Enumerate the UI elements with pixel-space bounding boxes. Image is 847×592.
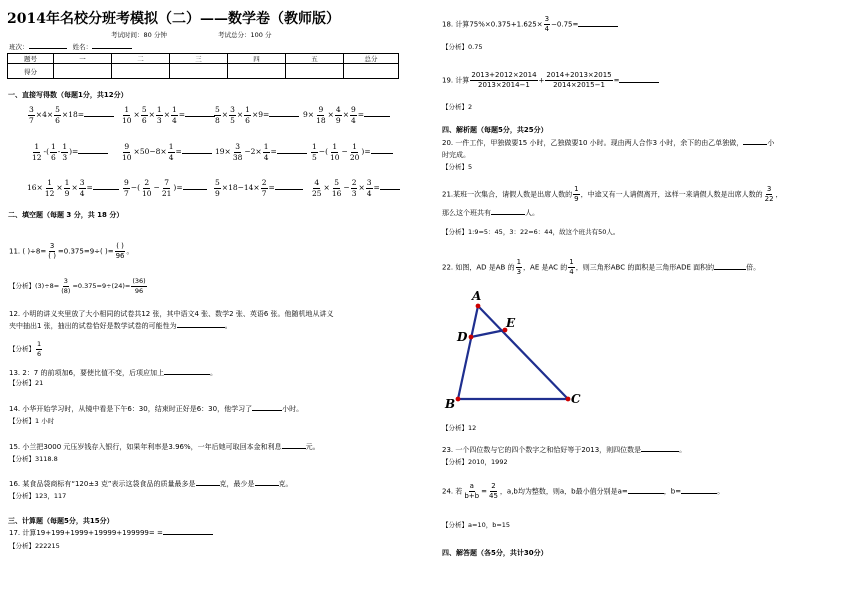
answer-18: 【分析】0.75 — [442, 43, 483, 51]
question-23: 23. 一个四位数与它的四个数字之和恰好等于2013，则四位数是 。 — [442, 446, 687, 454]
question-17: 17. 计算19+199+1999+19999+199999= = — [9, 528, 213, 538]
point-b — [456, 397, 461, 402]
answer-13: 【分析】21 — [9, 379, 44, 387]
question-21-line2: 那么这个班共有 人。 — [442, 209, 539, 217]
answer-22: 【分析】12 — [442, 424, 477, 432]
answer-15: 【分析】3118.8 — [9, 455, 58, 463]
question-19: 19. 计算 $\frac{2013+2012\times 2014}{2013\times 2014-1}$ + $\frac{2014+2013\times 2015}{2014\times 2015-1}$ = — [442, 72, 659, 89]
score-col-header: 四 — [228, 54, 286, 64]
score-col-header: 总分 — [344, 54, 399, 64]
mental-item: $\frac{3}{7}$ ×4× $\frac{5}{6}$ ×18= — [27, 106, 114, 124]
fraction: $\frac{1}{3}$ — [156, 105, 162, 125]
question-13: 13. 2：7 的前项加6，要使比值不变，后项应加上 。 — [9, 369, 217, 377]
page-title: 2014年名校分班考模拟（二）——数学卷（教师版） — [7, 11, 340, 27]
score-col-header: 一 — [54, 54, 112, 64]
fraction: $\frac{4}{9}$ — [335, 105, 341, 125]
answer-14: 【分析】1 小时 — [9, 417, 55, 425]
mental-item: $\frac{4}{25}$ × $\frac{5}{16}$ − $\frac{2}{3}$ × $\frac{3}{4}$ = — [310, 179, 400, 197]
score-row-label: 得分 — [8, 64, 54, 79]
fraction: $\frac{5}{8}$ — [215, 105, 220, 125]
question-22: 22. 如图，AD 是AB 的 $\frac{1}{3}$ ，AE 是AC 的 $\frac{1}{4}$ ，则三角形ABC 的面积是三角形ADE 面积的 倍。 — [442, 258, 761, 276]
fraction: $\frac{5}{6}$ — [141, 105, 147, 125]
answer-17: 【分析】222215 — [9, 542, 60, 550]
answer-23: 【分析】2010，1992 — [442, 458, 508, 466]
score-cell — [112, 64, 170, 79]
score-col-header: 题号 — [8, 54, 54, 64]
question-15: 15. 小兰把3000 元压岁钱存入银行，如果年利率是3.96%，一年后她可取回本金和利息 元。 — [9, 443, 320, 451]
mental-item: $\frac{1}{5}$ −( $\frac{1}{10}$ − $\frac{1}{20}$ )= — [310, 143, 393, 161]
score-cell — [286, 64, 344, 79]
label-c: C — [571, 392, 581, 406]
answer-11: 【分析】(3)÷8= $\frac{3}{(8)}$ =0.375=9÷(24)= $\frac{(36)}{96}$ — [9, 277, 146, 295]
fraction: $\frac{3}{4}$ — [366, 178, 372, 198]
mental-item: $\frac{9}{10}$ ×50−8× $\frac{1}{4}$ = — [120, 143, 212, 161]
fraction: $\frac{9}{4}$ — [350, 105, 356, 125]
name-blank — [92, 48, 132, 49]
fraction: $\frac{1}{10}$ — [122, 105, 132, 125]
section-5-heading: 四、解答题（各5分，共计30分） — [442, 549, 548, 557]
question-20-line2: 时完成。 — [442, 151, 470, 159]
fraction: $\frac{5}{6}$ — [55, 105, 60, 125]
score-col-header: 三 — [170, 54, 228, 64]
label-a: A — [472, 289, 482, 303]
score-cell — [170, 64, 228, 79]
fraction: $\frac{1}{10}$ — [330, 142, 340, 162]
fraction: $\frac{1}{3}$ — [62, 142, 68, 162]
segment-de — [471, 330, 505, 337]
class-blank — [29, 48, 67, 49]
section-2-heading: 二、填空题（每题 3 分，共 18 分） — [8, 211, 124, 219]
fraction: $\frac{9}{7}$ — [124, 178, 129, 198]
fraction: $\frac{3}{4}$ — [79, 178, 85, 198]
score-col-header: 五 — [286, 54, 344, 64]
mental-item: 16× $\frac{1}{12}$ × $\frac{1}{9}$ × $\frac{3}{4}$ = — [27, 179, 119, 197]
question-11: 11. ( )÷8= $\frac{3}{( )}$ =0.375=9÷( )= $\frac{( )}{96}$ 。 — [9, 242, 134, 260]
fraction: $\frac{2}{7}$ — [261, 178, 267, 198]
point-c — [566, 397, 571, 402]
mental-item: $\frac{1}{10}$ × $\frac{5}{6}$ × $\frac{1}{3}$ × $\frac{1}{4}$ = — [120, 106, 215, 124]
fraction: $\frac{1}{6}$ — [51, 142, 56, 162]
mental-item: $\frac{1}{12}$ -( $\frac{1}{6}$ - $\frac{1}{3}$ )= — [30, 143, 108, 161]
fraction: $\frac{1}{4}$ — [263, 142, 269, 162]
fraction: $\frac{2}{10}$ — [142, 178, 152, 198]
fraction: $\frac{1}{5}$ — [312, 142, 317, 162]
fraction: $\frac{1}{12}$ — [44, 178, 55, 198]
fraction: $\frac{5}{9}$ — [215, 178, 220, 198]
mental-item: $\frac{5}{9}$ ×18−14× $\frac{2}{7}$ = — [213, 179, 303, 197]
score-cell — [54, 64, 112, 79]
fraction: $\frac{3}{5}$ — [230, 105, 235, 125]
exam-score: 考试总分：100 分 — [218, 31, 272, 39]
fraction: $\frac{1}{4}$ — [168, 142, 174, 162]
label-d: D — [457, 330, 468, 344]
fraction: $\frac{2}{3}$ — [351, 178, 357, 198]
fraction: $\frac{3}{38}$ — [232, 142, 243, 162]
name-label: 姓名： — [72, 43, 93, 51]
mental-item: 9× $\frac{9}{18}$ × $\frac{4}{9}$ × $\frac{9}{4}$ = — [303, 106, 390, 124]
score-cell — [228, 64, 286, 79]
point-d — [469, 335, 474, 340]
mental-item: $\frac{5}{8}$ × $\frac{3}{5}$ × $\frac{1}{6}$ ×9= — [213, 106, 299, 124]
fraction: $\frac{3}{7}$ — [29, 105, 34, 125]
answer-24: 【分析】a=10，b=15 — [442, 521, 511, 529]
answer-21: 【分析】1:9=5：45，3：22=6：44，故这个班共有50人。 — [442, 228, 620, 236]
score-table — [7, 53, 399, 79]
answer-12: 【分析】 $\frac{1}{6}$ — [9, 340, 42, 358]
class-label: 班次： — [9, 43, 29, 51]
question-18: 18. 计算75%×0.375+1.625× $\frac{3}{4}$ −0.75= — [442, 16, 618, 33]
fraction: $\frac{7}{21}$ — [161, 178, 172, 198]
answer-16: 【分析】123，117 — [9, 492, 67, 500]
question-24: 24. 若 $\frac{a}{b+b}$ = $\frac{2}{45}$ ，a,b均为整数，则a，b最小值分别是a= ，b= 。 — [442, 482, 725, 500]
fraction: $\frac{5}{16}$ — [331, 178, 342, 198]
question-20-line1: 20. 一件工作，甲独做要15 小时，乙独做要10 小时。现由两人合作3 小时，余下的由乙单独做， 小 — [442, 139, 775, 147]
section-1-heading: 一、直接写得数（每题1分，共12分） — [8, 91, 128, 99]
fraction: $\frac{9}{10}$ — [122, 142, 132, 162]
point-a — [476, 304, 481, 309]
mental-item: 19× $\frac{3}{38}$ −2× $\frac{1}{4}$ = — [215, 143, 307, 161]
label-e: E — [506, 316, 516, 330]
section-4-heading: 四、解析题（每题5分，共25分） — [442, 126, 548, 134]
score-cell — [344, 64, 399, 79]
triangle-figure — [440, 286, 590, 412]
question-16: 16. 某食品袋商标有“120±3 克”表示这袋食品的质量最多是 克，最少是 克。 — [9, 480, 293, 488]
question-12-line1: 12. 小明的讲义夹里放了大小相同的试卷共12 张，其中语文4 张、数学2 张、英语6 张。他随机地从讲义 — [9, 310, 334, 318]
question-12-line2: 夹中抽出1 张，抽出的试卷恰好是数学试卷的可能性为 。 — [9, 322, 232, 330]
fraction: $\frac{1}{20}$ — [349, 142, 360, 162]
fraction: $\frac{1}{12}$ — [32, 142, 42, 162]
fraction: $\frac{1}{6}$ — [245, 105, 250, 125]
answer-19: 【分析】2 — [442, 103, 473, 111]
fraction: $\frac{1}{9}$ — [64, 178, 70, 198]
score-col-header: 二 — [112, 54, 170, 64]
exam-time: 考试时间：80 分钟 — [111, 31, 167, 39]
fraction: $\frac{1}{4}$ — [172, 105, 177, 125]
fraction: $\frac{9}{18}$ — [316, 105, 326, 125]
section-3-heading: 三、计算题（每题5分，共15分） — [8, 517, 114, 525]
question-14: 14. 小华开始学习时，从镜中看是下午6：30，结束时正好是6：30，他学习了 小时。 — [9, 405, 304, 413]
label-b: B — [445, 397, 456, 411]
class-field — [9, 42, 132, 51]
question-21: 21.某班一次集合，请假人数是出席人数的 $\frac{1}{9}$ ，中途又有一人请假离开，这样一来请假人数是出席人数的 $\frac{3}{22}$ ， — [442, 185, 783, 203]
mental-item: $\frac{9}{7}$ −( $\frac{2}{10}$ − $\frac{7}{21}$ )= — [122, 179, 207, 197]
fraction: $\frac{4}{25}$ — [312, 178, 322, 198]
answer-20: 【分析】5 — [442, 163, 473, 171]
